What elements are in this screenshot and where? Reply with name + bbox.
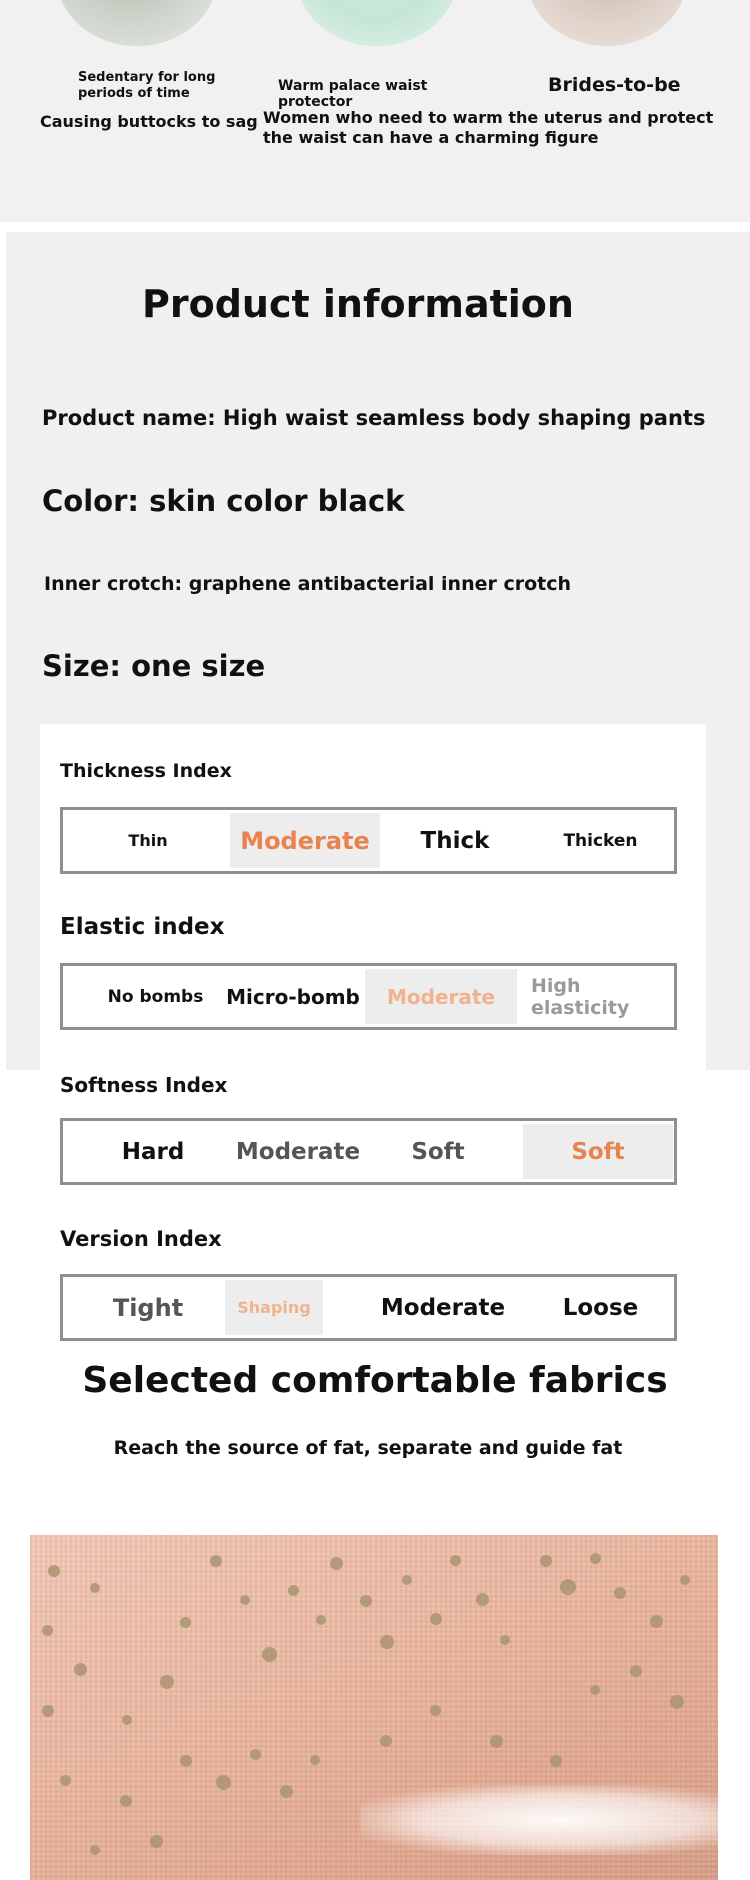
fabric-section-title: Selected comfortable fabrics [82, 1360, 668, 1401]
thickness-option-moderate-selected: Moderate [230, 813, 380, 868]
elastic-index-label: Elastic index [60, 914, 225, 940]
version-option-shaping-selected: Shaping [225, 1280, 323, 1335]
elastic-option-micro-bomb: Micro-bomb [226, 984, 360, 1009]
thickness-option-thick: Thick [420, 827, 490, 854]
softness-option-soft: Soft [411, 1138, 465, 1165]
usage-scenarios-strip [0, 0, 750, 222]
version-index-scale [60, 1274, 677, 1341]
softness-option-soft-selected: Soft [523, 1124, 673, 1179]
product-crotch-line: Inner crotch: graphene antibacterial inner crotch [44, 573, 572, 595]
version-index-label: Version Index [60, 1227, 222, 1251]
version-option-loose: Loose [562, 1294, 639, 1321]
softness-option-moderate: Moderate [235, 1138, 361, 1165]
fabric-section-subtitle: Reach the source of fat, separate and guide fat [113, 1437, 623, 1459]
elastic-index-scale [60, 963, 677, 1030]
softness-option-hard: Hard [121, 1138, 185, 1165]
product-name-line: Product name: High waist seamless body shaping pants [42, 406, 706, 430]
thickness-option-thin: Thin [128, 830, 168, 850]
product-color-line: Color: skin color black [42, 484, 405, 518]
version-option-tight: Tight [112, 1293, 184, 1322]
thickness-index-scale [60, 807, 677, 874]
elastic-option-no-bombs: No bombs [107, 986, 204, 1007]
usage-photo-waist-protector [297, 0, 457, 46]
usage-caption-sedentary: Sedentary for long periods of time [78, 70, 216, 101]
softness-index-label: Softness Index [60, 1073, 228, 1097]
usage-photo-brides [527, 0, 687, 46]
elastic-option-high-elasticity: High elasticity [531, 974, 630, 1019]
usage-heading-warm-uterus: Women who need to warm the uterus and protect the waist can have a charming figure [263, 108, 714, 147]
usage-caption-brides: Brides-to-be [548, 74, 681, 96]
usage-heading-sag: Causing buttocks to sag [40, 112, 258, 131]
softness-index-scale [60, 1118, 677, 1185]
product-info-title: Product information [142, 282, 574, 326]
elastic-option-moderate-selected: Moderate [365, 969, 517, 1024]
fabric-photo-blur-overlay [360, 1785, 718, 1855]
thickness-index-label: Thickness Index [60, 760, 232, 782]
usage-caption-waist: Warm palace waist protector [278, 78, 428, 110]
fabric-closeup-photo [30, 1535, 718, 1880]
usage-photo-sedentary [57, 0, 217, 46]
product-size-line: Size: one size [42, 649, 266, 683]
thickness-option-thicken: Thicken [563, 830, 638, 851]
version-option-moderate: Moderate [380, 1294, 506, 1321]
